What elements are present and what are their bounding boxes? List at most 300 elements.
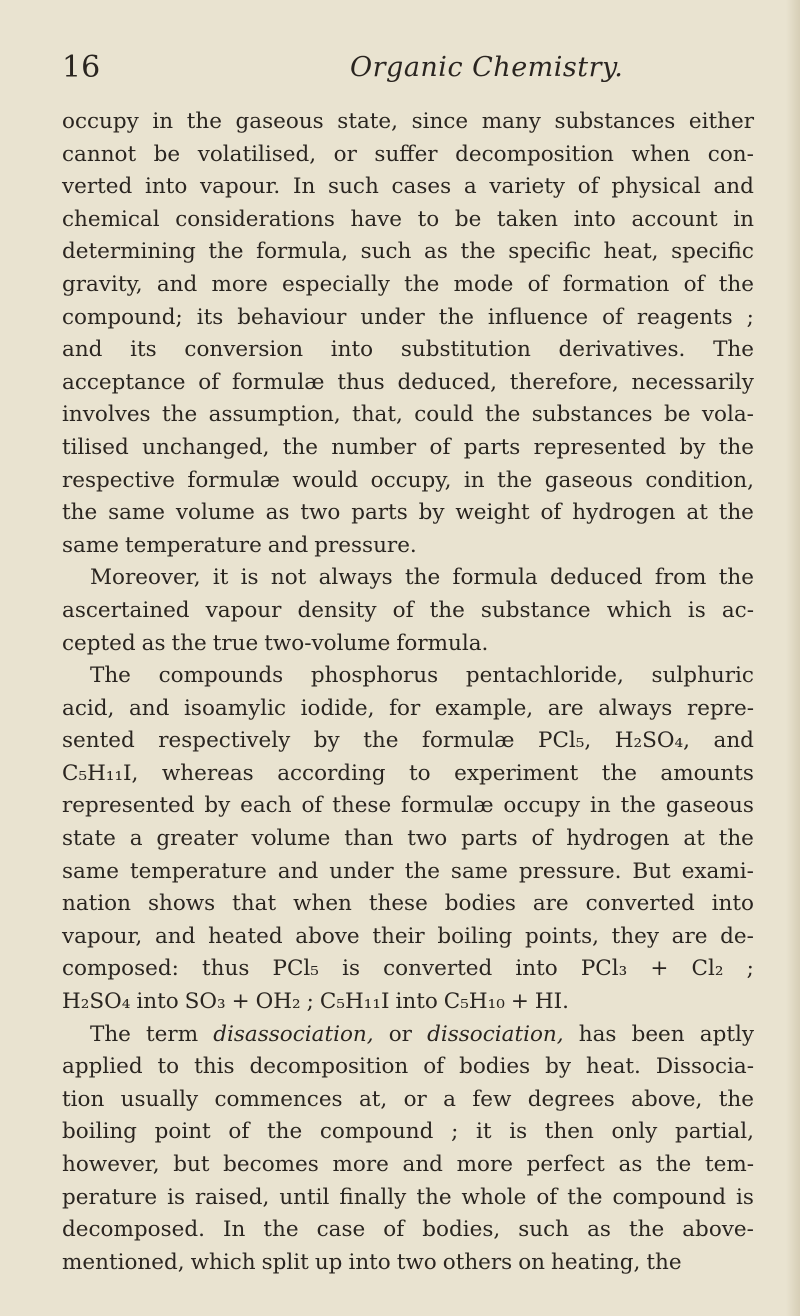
- word: tilised: [62, 434, 129, 460]
- word: mode: [453, 271, 514, 297]
- text-line: [62, 986, 754, 1019]
- word: would: [292, 467, 359, 493]
- word: the: [628, 1217, 665, 1243]
- word: compound;: [62, 304, 183, 330]
- text-line: [62, 139, 754, 172]
- word: substances: [531, 402, 653, 428]
- word: decomposed.: [62, 1217, 205, 1243]
- word: amounts: [660, 760, 754, 786]
- word: always: [598, 695, 673, 721]
- word: as: [587, 1217, 611, 1243]
- word: and: [128, 695, 170, 721]
- word: heat.: [586, 1054, 641, 1080]
- word: parts: [351, 500, 408, 526]
- word: these: [332, 793, 392, 819]
- word: chemical: [62, 206, 160, 232]
- word: pressure.: [518, 858, 622, 884]
- word: hydrogen: [566, 826, 670, 852]
- page-edge-shadow: [786, 0, 800, 1316]
- word: its: [130, 337, 157, 363]
- text-line: [62, 1084, 754, 1117]
- word: compound: [612, 1184, 727, 1210]
- word: therefore,: [509, 369, 619, 395]
- word: respectively: [158, 728, 291, 754]
- word: isoamylic: [184, 695, 287, 721]
- word: occupy: [62, 109, 139, 134]
- word: PCl₅: [272, 956, 319, 982]
- text-line: [62, 1182, 754, 1215]
- word: in: [463, 467, 485, 493]
- word: into: [515, 956, 558, 982]
- word: formula,: [256, 239, 349, 265]
- word: same: [108, 500, 166, 526]
- word: ascertained: [62, 597, 190, 623]
- word: heat,: [603, 239, 659, 265]
- text-line: [62, 302, 754, 335]
- word: the: [718, 1086, 754, 1112]
- word: vola-: [701, 402, 754, 428]
- word: been: [631, 1021, 685, 1047]
- word: it: [475, 1119, 492, 1145]
- word: perfect: [526, 1152, 605, 1177]
- word: be: [663, 402, 691, 428]
- word: its: [196, 304, 224, 330]
- word: H₂SO₄: [62, 989, 131, 1015]
- word: heating,: [551, 1249, 641, 1275]
- text-line: [62, 595, 754, 628]
- word: and: [154, 923, 196, 949]
- word: they: [611, 923, 659, 949]
- word: of: [383, 1217, 405, 1243]
- word: or: [403, 1086, 427, 1112]
- text-line: [62, 921, 754, 954]
- word: at: [683, 826, 705, 852]
- word: into: [136, 989, 179, 1015]
- word: con-: [707, 141, 754, 167]
- word: by: [679, 434, 706, 460]
- word: derivatives.: [558, 337, 686, 363]
- word: which: [190, 1249, 256, 1275]
- word: nation: [62, 891, 131, 917]
- word: and: [713, 174, 754, 200]
- word: each: [240, 793, 292, 819]
- word: the: [363, 728, 399, 754]
- word: HI.: [534, 989, 569, 1015]
- word: C₅H₁₁I,: [62, 760, 139, 786]
- word: either: [688, 109, 754, 134]
- word: verted: [62, 174, 133, 200]
- word: the: [186, 109, 222, 134]
- word: two-volume: [264, 630, 391, 656]
- word: this: [194, 1054, 235, 1080]
- word: density: [297, 597, 377, 623]
- word: whereas: [161, 760, 254, 786]
- word: when: [631, 141, 691, 167]
- word: others: [442, 1249, 513, 1275]
- word: compound: [319, 1119, 434, 1145]
- paragraph: [62, 1019, 754, 1280]
- word: the: [404, 858, 440, 884]
- word: is: [736, 1184, 754, 1210]
- text-line: [62, 106, 754, 139]
- word: ac-: [721, 597, 754, 623]
- word: of: [540, 500, 562, 526]
- word: cases: [391, 174, 452, 200]
- word: as: [424, 239, 448, 265]
- word: or: [388, 1021, 412, 1047]
- word: bodies: [444, 891, 516, 917]
- word: sulphuric: [651, 663, 754, 689]
- text-line: [62, 758, 754, 791]
- word: of: [423, 1054, 445, 1080]
- word: substitution: [400, 337, 531, 363]
- text-line: [62, 432, 754, 465]
- word: many: [481, 109, 541, 134]
- word: of: [198, 369, 220, 395]
- word: Moreover,: [90, 565, 201, 591]
- text-line: [62, 497, 754, 530]
- word: and: [402, 1152, 443, 1177]
- word: of: [683, 271, 705, 297]
- word: formulæ: [421, 728, 515, 754]
- word: conversion: [184, 337, 304, 363]
- word: variety: [489, 174, 566, 200]
- word: hydrogen: [572, 500, 676, 526]
- word: especially: [282, 271, 390, 297]
- word: ;: [306, 989, 314, 1015]
- word: split: [261, 1249, 309, 1275]
- word: always: [318, 565, 393, 591]
- text-line: [62, 562, 754, 595]
- word: decomposition: [455, 141, 614, 167]
- word: composed:: [62, 956, 179, 982]
- word: points,: [525, 923, 599, 949]
- word: the: [460, 239, 496, 265]
- word: two: [300, 500, 341, 526]
- word: ;: [451, 1119, 459, 1145]
- word: and: [713, 728, 754, 754]
- word: these: [368, 891, 428, 917]
- word: involves: [62, 402, 151, 428]
- word: the: [162, 402, 198, 428]
- word: the: [601, 760, 637, 786]
- word: of: [392, 597, 414, 623]
- word: becomes: [223, 1152, 319, 1177]
- word: into: [573, 206, 616, 232]
- word: the: [429, 597, 465, 623]
- word: whole: [461, 1184, 527, 1210]
- word: by: [313, 728, 340, 754]
- word: thus: [201, 956, 250, 982]
- word: is: [240, 565, 259, 591]
- text-line: [62, 1214, 754, 1247]
- word: at: [686, 500, 708, 526]
- word: same: [450, 858, 508, 884]
- word: partial,: [675, 1119, 754, 1145]
- word: example,: [434, 695, 534, 721]
- word: of: [602, 304, 623, 330]
- word: is: [342, 956, 360, 982]
- word: taken: [496, 206, 558, 232]
- word: assumption,: [208, 402, 341, 428]
- word: respective: [62, 467, 175, 493]
- word: is: [509, 1119, 528, 1145]
- word: repre-: [686, 695, 754, 721]
- word: iodide,: [300, 695, 375, 721]
- word: the: [282, 434, 319, 460]
- text-line: [62, 628, 754, 661]
- word: specific: [508, 239, 592, 265]
- page-number: 16: [62, 50, 101, 85]
- word: sented: [62, 728, 135, 754]
- word: condition,: [645, 467, 754, 493]
- word: aptly: [699, 1021, 754, 1047]
- word: The: [90, 663, 131, 689]
- word: finally: [339, 1184, 407, 1210]
- word: that: [232, 891, 277, 917]
- word: bodies,: [422, 1217, 501, 1243]
- text-line: [62, 790, 754, 823]
- word: two: [407, 826, 448, 852]
- word: and: [156, 271, 198, 297]
- word: +: [231, 989, 250, 1015]
- word: In: [292, 174, 316, 200]
- word: by: [204, 793, 231, 819]
- word: formulæ: [401, 793, 494, 819]
- word: ;: [746, 956, 754, 982]
- word: of: [577, 174, 599, 200]
- word: and: [277, 858, 319, 884]
- word: the: [718, 565, 754, 591]
- word: according: [277, 760, 386, 786]
- word: into: [330, 337, 374, 363]
- word: gaseous: [665, 793, 754, 819]
- text-line: [62, 1247, 754, 1280]
- word: few: [472, 1086, 512, 1112]
- word: occupy,: [370, 467, 452, 493]
- word: under: [360, 304, 425, 330]
- word: which: [606, 597, 672, 623]
- word: necessarily: [631, 369, 754, 395]
- word: usually: [120, 1086, 199, 1112]
- word: shows: [147, 891, 216, 917]
- word: cannot: [62, 141, 137, 167]
- word: could: [414, 402, 474, 428]
- text-line: [62, 1019, 754, 1052]
- word: are: [532, 891, 569, 917]
- word: by: [545, 1054, 572, 1080]
- word: acceptance: [62, 369, 186, 395]
- word: The: [713, 337, 754, 363]
- text-line: [62, 399, 754, 432]
- word: behaviour: [237, 304, 347, 330]
- word: same: [62, 858, 119, 884]
- word: temperature: [129, 858, 267, 884]
- word: greater: [156, 826, 238, 852]
- word: above-: [682, 1217, 754, 1243]
- word: +: [650, 956, 669, 982]
- word: formation: [562, 271, 670, 297]
- word: dissociation,: [427, 1021, 564, 1047]
- word: formula.: [396, 630, 489, 656]
- word: be: [454, 206, 482, 232]
- text-line: [62, 693, 754, 726]
- word: In: [222, 1217, 246, 1243]
- word: PCl₃: [580, 956, 628, 982]
- text-line: [62, 725, 754, 758]
- word: a: [129, 826, 143, 852]
- word: But: [632, 858, 671, 884]
- word: more: [456, 1152, 513, 1177]
- word: ;: [746, 304, 754, 330]
- word: SO₃: [184, 989, 226, 1015]
- word: thus: [337, 369, 385, 395]
- word: H₂SO₄,: [614, 728, 690, 754]
- word: that,: [352, 402, 403, 428]
- word: formulæ: [187, 467, 280, 493]
- body-text: [62, 106, 754, 1279]
- text-line: [62, 530, 754, 563]
- word: tion: [62, 1086, 105, 1112]
- text-line: [62, 204, 754, 237]
- word: more: [332, 1152, 389, 1177]
- word: such: [360, 239, 412, 265]
- word: decomposition: [249, 1054, 409, 1080]
- running-title: Organic Chemistry.: [350, 52, 624, 83]
- text-line: [62, 465, 754, 498]
- word: case: [316, 1217, 366, 1243]
- word: number: [331, 434, 417, 460]
- word: cepted: [62, 630, 136, 656]
- word: formula: [452, 565, 538, 591]
- word: The: [90, 1021, 131, 1047]
- word: C₅H₁₀: [443, 989, 505, 1015]
- word: a: [463, 174, 477, 200]
- word: to: [409, 760, 431, 786]
- word: the: [656, 1152, 692, 1177]
- word: is: [167, 1184, 185, 1210]
- word: volume: [251, 826, 331, 852]
- word: and: [62, 337, 103, 363]
- text-line: [62, 953, 754, 986]
- word: is: [687, 597, 706, 623]
- word: formulæ: [232, 369, 325, 395]
- word: only: [611, 1119, 658, 1145]
- word: the: [62, 500, 98, 526]
- word: two: [396, 1249, 437, 1275]
- word: physical: [611, 174, 701, 200]
- word: the: [485, 402, 521, 428]
- text-line: [62, 334, 754, 367]
- word: their: [372, 923, 425, 949]
- word: in: [590, 793, 611, 819]
- word: state,: [337, 109, 398, 134]
- word: the: [567, 1184, 603, 1210]
- word: specific: [671, 239, 754, 265]
- word: bodies: [459, 1054, 531, 1080]
- word: reagents: [636, 304, 733, 330]
- page-header: [62, 50, 752, 90]
- word: occupy: [503, 793, 581, 819]
- text-line: [62, 367, 754, 400]
- word: converted: [585, 891, 695, 917]
- word: a: [443, 1086, 456, 1112]
- word: are: [671, 923, 708, 949]
- word: to: [157, 1054, 180, 1080]
- word: considerations: [175, 206, 335, 232]
- text-line: [62, 856, 754, 889]
- word: under: [329, 858, 394, 884]
- word: to: [417, 206, 440, 232]
- word: the: [263, 1217, 299, 1243]
- word: Dissocia-: [655, 1054, 754, 1080]
- word: not: [270, 565, 307, 591]
- word: it: [212, 565, 229, 591]
- word: deduced: [549, 565, 643, 591]
- word: PCl₅,: [538, 728, 592, 754]
- word: term: [146, 1021, 199, 1047]
- word: converted: [383, 956, 493, 982]
- word: parts: [463, 434, 521, 460]
- word: unchanged,: [142, 434, 270, 460]
- word: gaseous: [235, 109, 324, 134]
- word: pressure.: [314, 532, 417, 558]
- word: above: [295, 923, 360, 949]
- word: commences: [214, 1086, 343, 1112]
- word: as: [265, 500, 290, 526]
- word: weight: [455, 500, 530, 526]
- word: into: [395, 989, 438, 1015]
- word: experiment: [454, 760, 579, 786]
- word: phosphorus: [310, 663, 439, 689]
- word: heated: [208, 923, 283, 949]
- word: by: [418, 500, 445, 526]
- word: until: [279, 1184, 330, 1210]
- word: the: [718, 826, 754, 852]
- word: C₅H₁₁I: [319, 989, 390, 1015]
- word: in: [733, 206, 754, 232]
- word: or: [333, 141, 357, 167]
- word: account: [631, 206, 718, 232]
- word: up: [314, 1249, 343, 1275]
- word: as: [618, 1152, 643, 1177]
- text-line: [62, 888, 754, 921]
- word: have: [350, 206, 403, 232]
- word: exami-: [681, 858, 754, 884]
- word: the: [718, 271, 754, 297]
- word: however,: [62, 1152, 160, 1177]
- word: same: [62, 532, 119, 558]
- word: mentioned,: [62, 1249, 185, 1275]
- word: boiling: [437, 923, 513, 949]
- word: represented: [62, 793, 195, 819]
- word: the: [718, 434, 754, 460]
- word: be: [153, 141, 181, 167]
- word: suffer: [374, 141, 438, 167]
- text-line: [62, 171, 754, 204]
- word: above,: [631, 1086, 703, 1112]
- text-line: [62, 823, 754, 856]
- text-line: [62, 236, 754, 269]
- word: the: [266, 1119, 303, 1145]
- word: in: [152, 109, 174, 134]
- word: perature: [62, 1184, 158, 1210]
- word: has: [578, 1021, 617, 1047]
- word: parts: [461, 826, 518, 852]
- word: for: [389, 695, 421, 721]
- paragraph: [62, 562, 754, 660]
- word: state: [62, 826, 116, 852]
